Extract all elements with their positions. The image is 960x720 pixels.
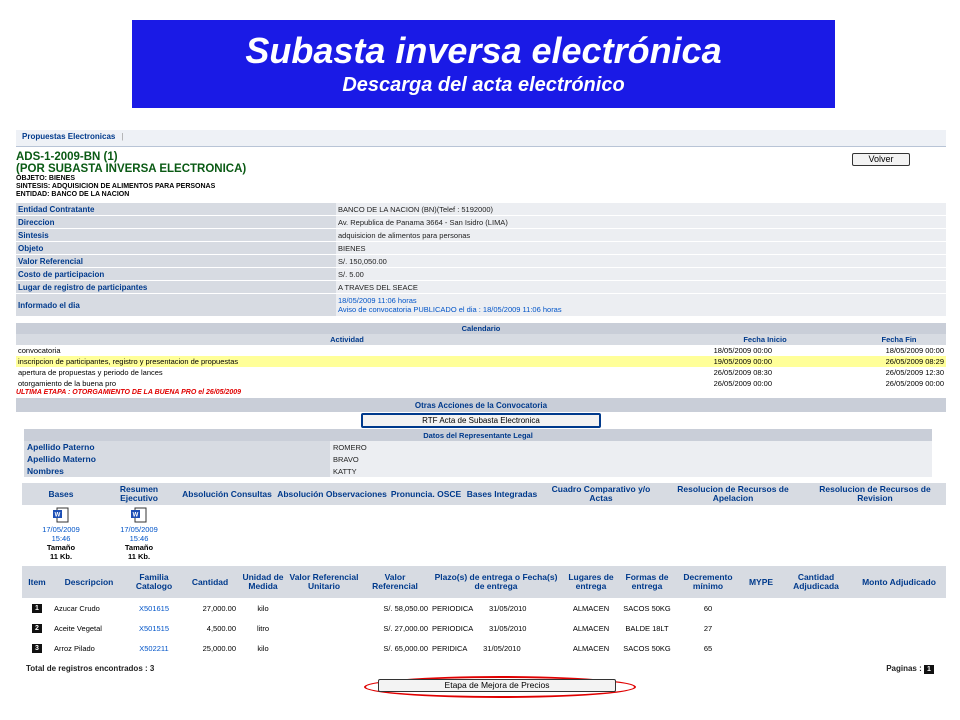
items-header: Cantidad [182, 566, 238, 598]
docs-header: Resumen Ejecutivo [100, 483, 178, 505]
docs-header: Bases Integradas [464, 483, 540, 505]
item-plazo-fecha: 31/05/2010 [488, 623, 527, 633]
item-decremento: 27 [703, 623, 713, 633]
file-size-label: Tamaño [124, 543, 154, 552]
calendar-header-fin: Fecha Fin [852, 334, 946, 345]
page-1-link[interactable]: 1 [924, 665, 934, 674]
file-date: 17/05/2009 [120, 525, 158, 534]
item-familia-link[interactable]: X501515 [138, 623, 170, 633]
item-plazo [430, 638, 562, 658]
calendar-activity: apertura de propuestas y periodo de lances [18, 368, 163, 377]
item-plazo-tipo: PERIDICA [432, 643, 468, 653]
process-code: ADS-1-2009-BN (1) [16, 151, 118, 163]
calendar-end: 26/05/2009 12:30 [885, 368, 944, 377]
item-plazo-tipo: PERIODICA [432, 623, 473, 633]
file-size: 11 Kb. [127, 552, 151, 561]
calendar-end: 26/05/2009 08:29 [852, 356, 946, 367]
item-desc: Arroz Pilado [54, 643, 95, 653]
tab-bar [16, 130, 946, 147]
calendar-start: 26/05/2009 00:00 [713, 379, 772, 388]
docs-header: Bases [22, 483, 100, 505]
item-cantidad: 4,500.00 [206, 623, 236, 633]
informado-date: 18/05/2009 11:06 horas [338, 296, 417, 305]
process-sintesis: SINTESIS: ADQUISICION DE ALIMENTOS PARA PERSONAS [16, 183, 216, 190]
file-time: 15:46 [129, 534, 149, 543]
items-header: MYPE [742, 566, 780, 598]
table-row [22, 598, 946, 618]
docs-header: Resolucion de Recursos de Apelacion [662, 483, 804, 505]
item-lugar: ALMACEN [572, 623, 610, 633]
item-mype [742, 598, 780, 618]
calendar-row [16, 378, 946, 389]
item-vr: S/. 58,050.00 [383, 603, 428, 613]
item-forma: SACOS 50KG [623, 643, 671, 653]
info-value: A TRAVES DEL SEACE [336, 281, 946, 294]
item-decremento: 65 [703, 643, 713, 653]
calendar-row [16, 367, 946, 378]
rep-value: ROMERO [330, 441, 932, 453]
item-cant-adj [780, 638, 852, 658]
item-unidad: kilo [257, 643, 269, 653]
item-number[interactable]: 2 [32, 624, 42, 633]
calendar-end: 26/05/2009 00:00 [885, 379, 944, 388]
item-cant-adj [780, 618, 852, 638]
total-registros: Total de registros encontrados : 3 [26, 664, 155, 673]
info-label: Valor Referencial [16, 255, 336, 268]
svg-text:W: W [54, 512, 61, 519]
item-plazo [430, 618, 562, 638]
info-label: Informado el dia [16, 294, 336, 317]
rep-label: Apellido Materno [24, 453, 330, 465]
info-label: Entidad Contratante [16, 203, 336, 216]
pagination [886, 664, 934, 674]
word-doc-icon[interactable] [130, 507, 148, 523]
calendar-row-current [16, 356, 946, 367]
items-header: Valor Referencial [360, 566, 430, 598]
item-number[interactable]: 1 [32, 604, 42, 613]
calendar-row [16, 345, 946, 356]
otras-acciones [16, 398, 946, 429]
item-cantidad: 27,000.00 [202, 603, 236, 613]
calendar-table [16, 323, 946, 389]
item-monto-adj [852, 598, 946, 618]
seace-panel [16, 130, 946, 718]
info-label: Objeto [16, 242, 336, 255]
process-info-table [16, 203, 946, 317]
items-header: Unidad de Medida [238, 566, 288, 598]
svg-text:W: W [132, 512, 139, 519]
items-header: Descripcion [52, 566, 126, 598]
item-number[interactable]: 3 [32, 644, 42, 653]
item-familia-link[interactable]: X502211 [139, 643, 169, 653]
item-mype [742, 638, 780, 658]
item-monto-adj [852, 638, 946, 658]
item-desc: Aceite Vegetal [54, 623, 102, 633]
item-decremento: 60 [703, 603, 713, 613]
info-value: S/. 150,050.00 [336, 255, 946, 268]
docs-header: Absolución Consultas [178, 483, 276, 505]
item-vru [288, 618, 360, 638]
items-header: Familia Catalogo [126, 566, 182, 598]
item-forma: SACOS 50KG [623, 603, 671, 613]
docs-header: Pronuncia. OSCE [388, 483, 464, 505]
docs-header: Resolucion de Recursos de Revision [804, 483, 946, 505]
calendar-header-actividad: Actividad [16, 334, 678, 345]
info-value: BANCO DE LA NACION (BN)(Telef : 5192000) [336, 203, 946, 216]
info-label: Lugar de registro de participantes [16, 281, 336, 294]
item-mype [742, 618, 780, 638]
item-cantidad: 25,000.00 [202, 643, 236, 653]
resumen-file[interactable] [100, 505, 178, 562]
item-plazo [430, 598, 562, 618]
ultima-etapa-notice: ULTIMA ETAPA : OTORGAMIENTO DE LA BUENA PRO el 26/05/2009 [16, 389, 242, 396]
info-value: Av. Republica de Panama 3664 - San Isidro (LIMA) [336, 216, 946, 229]
item-lugar: ALMACEN [572, 603, 610, 613]
info-value: S/. 5.00 [336, 268, 946, 281]
items-header: Valor Referencial Unitario [288, 566, 360, 598]
table-row [22, 618, 946, 638]
process-entidad: ENTIDAD: BANCO DE LA NACION [16, 191, 130, 198]
file-size: 11 Kb. [49, 552, 73, 561]
rep-value: KATTY [330, 465, 932, 477]
item-cant-adj [780, 598, 852, 618]
page-title: Subasta inversa electrónica [245, 30, 722, 71]
mejora-section [16, 676, 946, 696]
tab-separator: | [121, 132, 124, 141]
process-objeto: OBJETO: BIENES [16, 175, 75, 182]
items-header: Monto Adjudicado [852, 566, 946, 598]
calendar-activity: otorgamiento de la buena pro [18, 379, 116, 388]
docs-header: Absolución Observaciones [276, 483, 388, 505]
process-modality: (POR SUBASTA INVERSA ELECTRONICA) [16, 163, 247, 175]
item-unidad: litro [256, 623, 270, 633]
item-unidad: kilo [257, 603, 269, 613]
items-header: Formas de entrega [620, 566, 674, 598]
item-lugar: ALMACEN [572, 643, 610, 653]
items-header: Cantidad Adjudicada [780, 566, 852, 598]
info-label: Sintesis [16, 229, 336, 242]
info-value: BIENES [336, 242, 946, 255]
page-subtitle: Descarga del acta electrónico [342, 74, 625, 96]
item-plazo-fecha: 31/05/2010 [483, 643, 521, 653]
representante-title: Datos del Representante Legal [24, 429, 932, 441]
items-header: Plazo(s) de entrega o Fecha(s) de entrega [430, 566, 562, 598]
calendar-header-inicio: Fecha Inicio [678, 334, 852, 345]
item-forma: BALDE 18LT [625, 623, 669, 633]
pagination-label: Paginas : [886, 664, 922, 673]
items-table [22, 566, 946, 658]
items-header: Lugares de entrega [562, 566, 620, 598]
items-header: Decremento mínimo [674, 566, 742, 598]
rep-value: BRAVO [330, 453, 932, 465]
info-value: adquisicion de alimentos para personas [336, 229, 946, 242]
etapa-mejora-button[interactable]: Etapa de Mejora de Precios [378, 679, 616, 692]
bases-file[interactable] [22, 505, 100, 562]
volver-button[interactable]: Volver [852, 153, 910, 166]
item-familia-link[interactable]: X501615 [138, 603, 170, 613]
rep-label: Nombres [24, 465, 330, 477]
calendar-start: 26/05/2009 08:30 [713, 368, 772, 377]
item-vr: S/. 65,000.00 [383, 643, 428, 653]
file-size-label: Tamaño [46, 543, 76, 552]
results-footer [16, 662, 946, 676]
title-banner [132, 20, 835, 108]
representante-table [24, 429, 932, 477]
items-header: Item [22, 566, 52, 598]
file-date: 17/05/2009 [42, 525, 80, 534]
info-label: Direccion [16, 216, 336, 229]
calendar-title: Calendario [16, 323, 946, 334]
rep-label: Apellido Paterno [24, 441, 330, 453]
calendar-activity: convocatoria [18, 346, 61, 355]
item-monto-adj [852, 618, 946, 638]
rtf-acta-button[interactable]: RTF Acta de Subasta Electronica [361, 413, 601, 428]
word-doc-icon[interactable] [52, 507, 70, 523]
informado-value [336, 294, 946, 317]
item-plazo-tipo: PERIODICA [432, 603, 473, 613]
calendar-start: 18/05/2009 00:00 [713, 346, 772, 355]
calendar-end: 18/05/2009 00:00 [885, 346, 944, 355]
item-vru [288, 638, 360, 658]
tab-propuestas-electronicas[interactable]: Propuestas Electronicas [22, 132, 116, 141]
item-desc: Azucar Crudo [54, 603, 100, 613]
calendar-activity: inscripcion de participantes, registro y presentacion de propuestas [16, 356, 678, 367]
item-vru [288, 598, 360, 618]
file-time: 15:46 [51, 534, 71, 543]
table-row [22, 638, 946, 658]
calendar-start: 19/05/2009 00:00 [678, 356, 852, 367]
process-header [16, 151, 946, 203]
item-vr: S/. 27,000.00 [383, 623, 428, 633]
docs-header: Cuadro Comparativo y/o Actas [540, 483, 662, 505]
info-label: Costo de participacion [16, 268, 336, 281]
otras-acciones-title: Otras Acciones de la Convocatoria [16, 398, 946, 412]
documents-table [22, 483, 946, 562]
item-plazo-fecha: 31/05/2010 [488, 603, 527, 613]
informado-aviso: Aviso de convocatoria PUBLICADO el dia : 18/05/2009 11:06 horas [338, 305, 562, 314]
